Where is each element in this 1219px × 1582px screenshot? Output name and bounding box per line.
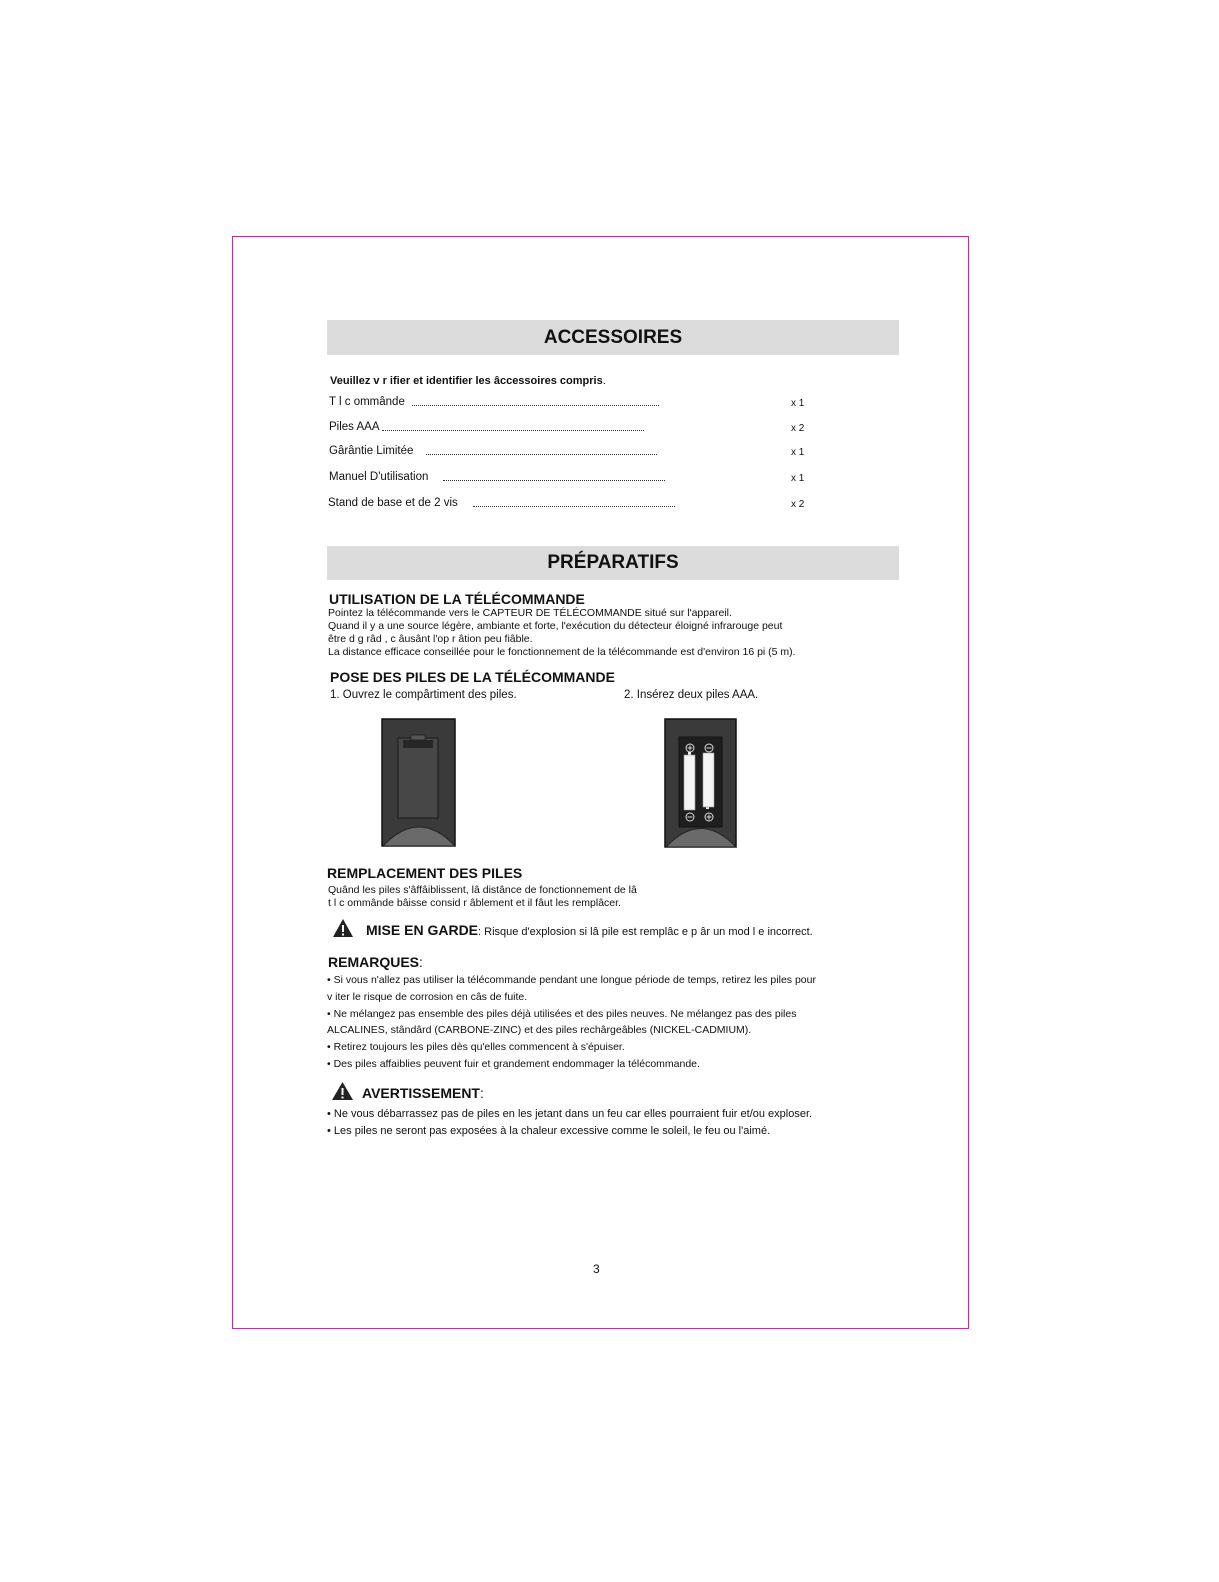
remote-batteries-illustration bbox=[664, 718, 738, 849]
accessory-label: Manuel D'utilisation bbox=[329, 471, 429, 483]
pose-step-2: 2. Insérez deux piles AAA. bbox=[624, 689, 759, 701]
pose-heading: POSE DES PILES DE LA TÉLÉCOMMANDE bbox=[330, 669, 615, 685]
preparatifs-title-band bbox=[327, 546, 899, 580]
warning-triangle-icon bbox=[332, 918, 354, 938]
accessory-label: Piles AAA bbox=[329, 421, 380, 433]
mise-en-garde-title: MISE EN GARDE bbox=[366, 922, 479, 938]
list-item: • Des piles affaiblies peuvent fuir et grandement endommager la télécommande. bbox=[327, 1057, 700, 1070]
utilisation-paragraph: Pointez la télécommande vers le CAPTEUR DE TÉLÉCOMMANDE situé sur l'appareil. Quand il y a une source légère, ambiante et forte, l'exécution du détecteur éloigné infrarouge peut être d g râd , c âusânt l'op r âtion peu fiâble. La distance efficace conseillée pour le fonctionnement de la télécommande est d'environ 16 pi (5 m). bbox=[328, 607, 796, 658]
remplacement-paragraph: Quând les piles s'âffâiblissent, lâ distânce de fonctionnement de lâ t l c ommânde bâisse consid r âblement et il fâut les remplâcer. bbox=[328, 884, 637, 909]
accessory-qty: x 2 bbox=[791, 423, 805, 434]
accessory-row bbox=[329, 421, 809, 437]
remarques-heading: REMARQUES: bbox=[328, 954, 423, 970]
list-item: ALCALINES, stândârd (CARBONE-ZINC) et des piles rechârgeâbles (NICKEL-CADMIUM). bbox=[327, 1024, 752, 1037]
preparatifs-title: PRÉPARATIFS bbox=[547, 552, 679, 573]
remarques-list bbox=[327, 972, 816, 1073]
accessory-qty: x 2 bbox=[791, 499, 805, 510]
accessory-qty: x 1 bbox=[791, 447, 805, 458]
list-item: • Retirez toujours les piles dès qu'elles commencent à s'épuiser. bbox=[327, 1041, 625, 1054]
avertissement-triangle-icon bbox=[331, 1081, 354, 1101]
dot-leader bbox=[412, 405, 659, 406]
remote-open-illustration bbox=[381, 718, 457, 848]
accessory-label: T l c ommânde bbox=[329, 396, 405, 408]
avertissement-heading: AVERTISSEMENT: bbox=[362, 1085, 484, 1101]
pose-step-1: 1. Ouvrez le compârtiment des piles. bbox=[330, 689, 517, 701]
dot-leader bbox=[426, 454, 657, 455]
page-number: 3 bbox=[593, 1262, 600, 1276]
accessoires-title: ACCESSOIRES bbox=[543, 326, 683, 348]
accessory-label: Gârântie Limitée bbox=[329, 445, 414, 457]
list-item: v iter le risque de corrosion en câs de fuite. bbox=[327, 990, 528, 1003]
accessory-qty: x 1 bbox=[791, 398, 805, 409]
accessoires-intro: Veuillez v r ifier et identifier les âccessoires compris. bbox=[330, 375, 606, 387]
accessory-qty: x 1 bbox=[791, 473, 805, 484]
list-item: • Ne mélangez pas ensemble des piles déjà utilisées et des piles neuves. Ne mélangez pas des piles bbox=[327, 1007, 797, 1020]
list-item: • Les piles ne seront pas exposées à la chaleur excessive comme le soleil, le feu ou l'aimé. bbox=[327, 1124, 771, 1137]
utilisation-heading: UTILISATION DE LA TÉLÉCOMMANDE bbox=[329, 591, 585, 607]
list-item: • Si vous n'allez pas utiliser la télécommande pendant une longue période de temps, retirez les piles pour bbox=[327, 974, 816, 986]
accessory-row bbox=[328, 497, 808, 513]
avertissement-list bbox=[327, 1106, 812, 1140]
accessory-label: Stand de base et de 2 vis bbox=[328, 497, 458, 509]
dot-leader bbox=[473, 506, 675, 507]
mise-en-garde-text: : Risque d'explosion si lâ pile est remplâc e p âr un mod l e incorrect. bbox=[478, 926, 813, 938]
mise-en-garde bbox=[366, 922, 813, 940]
remplacement-heading: REMPLACEMENT DES PILES bbox=[327, 865, 523, 881]
list-item: • Ne vous débarrassez pas de piles en les jetant dans un feu car elles pourraient fuir et/ou exploser. bbox=[327, 1108, 813, 1120]
accessory-row bbox=[329, 471, 809, 487]
accessory-row bbox=[329, 396, 809, 412]
dot-leader bbox=[443, 480, 665, 481]
accessoires-title-band bbox=[327, 320, 899, 355]
dot-leader bbox=[382, 430, 644, 431]
accessory-row bbox=[329, 445, 809, 461]
